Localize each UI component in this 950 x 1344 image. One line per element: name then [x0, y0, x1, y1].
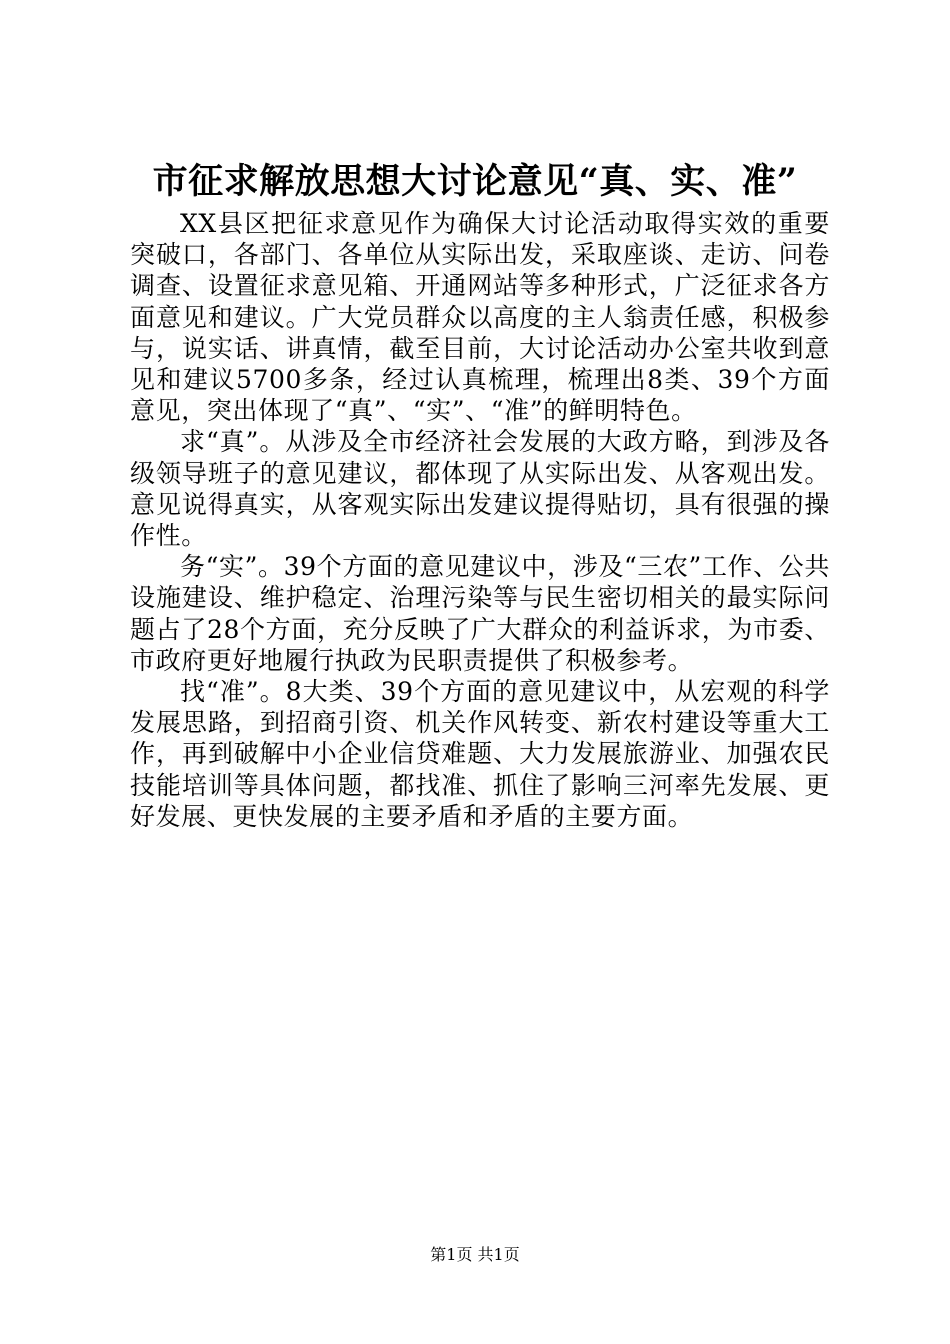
page-footer: 第1页 共1页 [430, 1245, 520, 1264]
paragraph-zhun: 找“准”。8大类、39个方面的意见建议中，从宏观的科学发展思路，到招商引资、机关作风转变、新农村建设等重大工作，再到破解中小企业信贷难题、大力发展旅游业、加强农民技能培训等具体问题，都找准、抓住了影响三河率先发展、更好发展、更快发展的主要矛盾和矛盾的主要方面。 [130, 677, 830, 831]
paragraph-zhen: 求“真”。从涉及全市经济社会发展的大政方略，到涉及各级领导班子的意见建议，都体现了从实际出发、从客观出发。意见说得真实，从客观实际出发建议提得贴切，具有很强的操作性。 [130, 427, 830, 551]
paragraph-shi: 务“实”。39个方面的意见建议中，涉及“三农”工作、公共设施建设、维护稳定、治理污染等与民生密切相关的最实际问题占了28个方面，充分反映了广大群众的利益诉求，为市委、市政府更好地履行执政为民职责提供了积极参考。 [130, 552, 830, 675]
document-body [130, 208, 830, 832]
paragraph-intro: XX县区把征求意见作为确保大讨论活动取得实效的重要突破口，各部门、各单位从实际出发，采取座谈、走访、问卷调查、设置征求意见箱、开通网站等多种形式，广泛征求各方面意见和建议。广大党员群众以高度的主人翁责任感，积极参与，说实话、讲真情，截至目前，大讨论活动办公室共收到意见和建议5700多条，经过认真梳理，梳理出8类、39个方面意见，突出体现了“真”、“实”、“准”的鲜明特色。 [130, 209, 830, 426]
page-title: 市征求解放思想大讨论意见“真、实、准” [152, 161, 798, 202]
